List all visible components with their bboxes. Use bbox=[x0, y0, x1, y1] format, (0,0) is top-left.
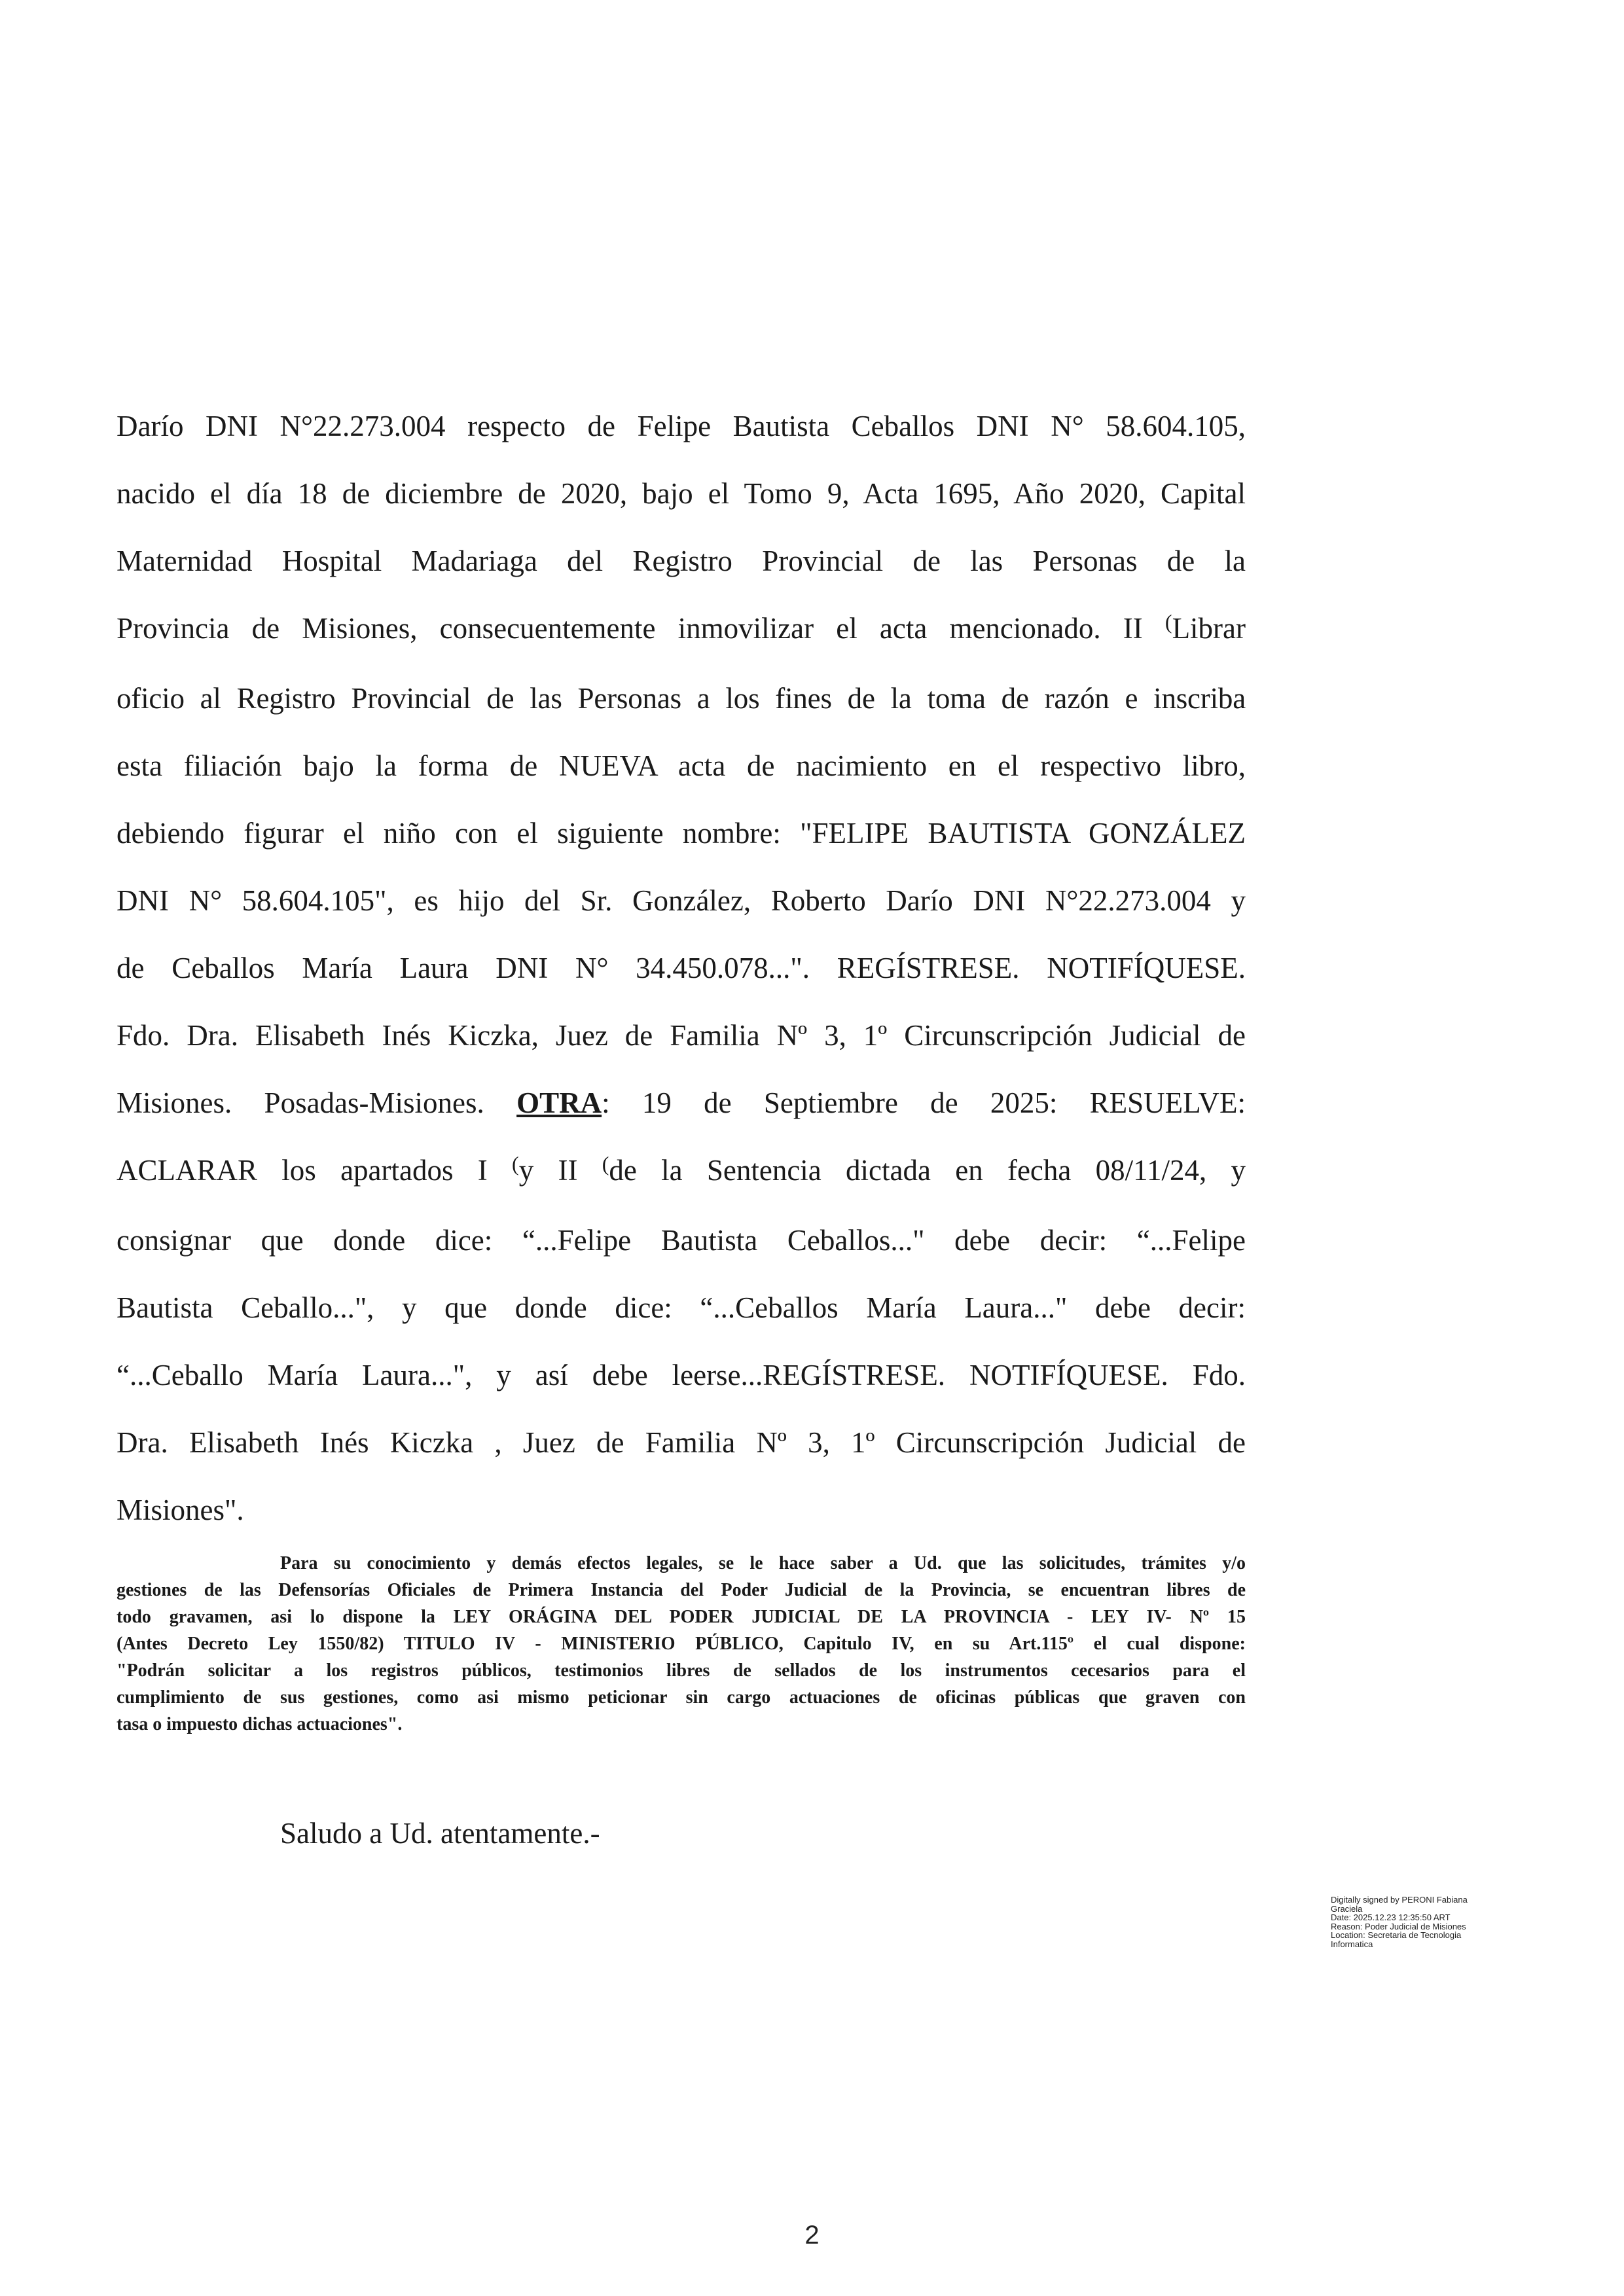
signature-line: Digitally signed by PERONI Fabiana bbox=[1331, 1895, 1468, 1905]
body-line-text: Provincia de Misiones, consecuentemente inmovilizar el acta mencionado. II bbox=[117, 612, 1165, 645]
body-line bbox=[117, 1069, 1246, 1137]
notice-line: tasa o impuesto dichas actuaciones". bbox=[117, 1714, 403, 1734]
body-line-text: : 19 de Septiembre de 2025: RESUELVE: bbox=[602, 1086, 1246, 1119]
body-line bbox=[117, 595, 1246, 665]
signature-line: Location: Secretaria de Tecnologia bbox=[1331, 1930, 1462, 1940]
superscript-parenthesis: ( bbox=[1164, 610, 1172, 634]
body-line: de Ceballos María Laura DNI N° 34.450.078...". REGÍSTRESE. NOTIFÍQUESE. bbox=[117, 952, 1246, 984]
superscript-parenthesis: ( bbox=[512, 1152, 519, 1175]
closing-salutation: Saludo a Ud. atentamente.- bbox=[280, 1817, 600, 1850]
otra-heading: OTRA bbox=[516, 1086, 602, 1119]
digital-signature bbox=[1331, 1895, 1527, 1948]
body-line: nacido el día 18 de diciembre de 2020, bajo el Tomo 9, Acta 1695, Año 2020, Capital bbox=[117, 477, 1246, 510]
notice-line: todo gravamen, asi lo dispone la LEY ORÁGINA DEL PODER JUDICIAL DE LA PROVINCIA - LEY IV- Nº 15 bbox=[117, 1607, 1246, 1627]
body-line: DNI N° 58.604.105", es hijo del Sr. González, Roberto Darío DNI N°22.273.004 y bbox=[117, 884, 1246, 917]
signature-line: Informatica bbox=[1331, 1939, 1373, 1949]
signature-line: Date: 2025.12.23 12:35:50 ART bbox=[1331, 1912, 1451, 1922]
page-number: 2 bbox=[804, 2221, 820, 2250]
body-line: esta filiación bajo la forma de NUEVA acta de nacimiento en el respectivo libro, bbox=[117, 749, 1246, 782]
notice-line: cumplimiento de sus gestiones, como asi mismo peticionar sin cargo actuaciones de oficinas públicas que graven con bbox=[117, 1687, 1246, 1708]
body-line: Darío DNI N°22.273.004 respecto de Felipe Bautista Ceballos DNI N° 58.604.105, bbox=[117, 410, 1246, 442]
body-line: Fdo. Dra. Elisabeth Inés Kiczka, Juez de Familia Nº 3, 1º Circunscripción Judicial de bbox=[117, 1019, 1246, 1052]
notice-line: Para su conocimiento y demás efectos legales, se le hace saber a Ud. que las solicitudes, trámites y/o bbox=[280, 1553, 1246, 1573]
notice-line: (Antes Decreto Ley 1550/82) TITULO IV - MINISTERIO PÚBLICO, Capitulo IV, en su Art.115º el cual dispone: bbox=[117, 1634, 1246, 1654]
body-line-text: Misiones. Posadas-Misiones. bbox=[117, 1086, 517, 1119]
body-line: “...Ceballo María Laura...", y así debe leerse...REGÍSTRESE. NOTIFÍQUESE. Fdo. bbox=[117, 1359, 1246, 1391]
body-line: Misiones". bbox=[117, 1494, 244, 1526]
body-line-text: Librar bbox=[1172, 612, 1246, 645]
signature-line: Reason: Poder Judicial de Misiones bbox=[1331, 1921, 1466, 1931]
body-line bbox=[117, 1137, 1246, 1207]
body-line: Maternidad Hospital Madariaga del Registro Provincial de las Personas de la bbox=[117, 545, 1246, 577]
notice-line: "Podrán solicitar a los registros públicos, testimonios libres de sellados de los instrumentos cecesarios para el bbox=[117, 1660, 1246, 1681]
signature-line: Graciela bbox=[1331, 1903, 1363, 1914]
body-line-text: de la Sentencia dictada en fecha 08/11/24, y bbox=[609, 1154, 1246, 1187]
body-line: oficio al Registro Provincial de las Personas a los fines de la toma de razón e inscriba bbox=[117, 682, 1246, 715]
body-line: consignar que donde dice: “...Felipe Bautista Ceballos..." debe decir: “...Felipe bbox=[117, 1224, 1246, 1257]
body-line: Dra. Elisabeth Inés Kiczka , Juez de Familia Nº 3, 1º Circunscripción Judicial de bbox=[117, 1426, 1246, 1459]
legal-notice bbox=[117, 1550, 1246, 1738]
body-line: Bautista Ceballo...", y que donde dice: “...Ceballos María Laura..." debe decir: bbox=[117, 1291, 1246, 1324]
body-line-text: ACLARAR los apartados I bbox=[117, 1154, 513, 1187]
resolution-body-text bbox=[117, 393, 1246, 1544]
body-line-text: y II bbox=[518, 1154, 602, 1187]
notice-line: gestiones de las Defensorías Oficiales de Primera Instancia del Poder Judicial de la Provincia, se encuentran libres de bbox=[117, 1580, 1246, 1600]
body-line: debiendo figurar el niño con el siguiente nombre: "FELIPE BAUTISTA GONZÁLEZ bbox=[117, 817, 1246, 850]
superscript-parenthesis: ( bbox=[602, 1152, 609, 1175]
